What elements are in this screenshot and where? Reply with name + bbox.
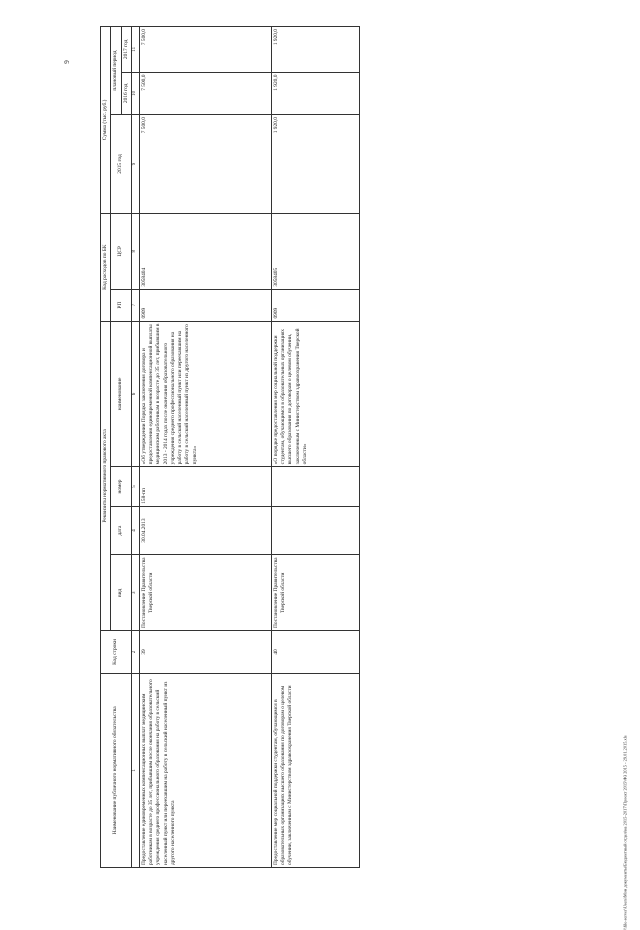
col-number: 10 bbox=[131, 72, 139, 115]
row-sum-2017: 1 920,0 bbox=[271, 27, 359, 73]
col-number: 4 bbox=[131, 506, 139, 555]
header-2015: 2015 год bbox=[111, 115, 132, 214]
row-sum-2017: 7 500,0 bbox=[139, 27, 271, 73]
table-row bbox=[139, 27, 271, 868]
header-plan: плановый период bbox=[111, 27, 121, 115]
header-name: Наименование публичного нормативного обязательства bbox=[101, 673, 132, 867]
row-act-date: 30.04.2013 bbox=[139, 506, 271, 555]
column-numbers-row bbox=[131, 27, 139, 868]
obligations-table-wrapper bbox=[100, 26, 580, 868]
header-code: Код строки bbox=[101, 631, 132, 674]
rotated-page bbox=[100, 26, 580, 868]
header-2017: 2017 год bbox=[121, 27, 131, 73]
col-number: 5 bbox=[131, 467, 139, 506]
row-act-number bbox=[271, 467, 359, 506]
row-act-number: 158-пп bbox=[139, 467, 271, 506]
header-rp: РП bbox=[111, 289, 132, 321]
col-number: 7 bbox=[131, 289, 139, 321]
row-act-title: «Об утверждении Порядка заключения договора и предоставления единовременной компенсационной выплаты медицинским работникам в возрасте до 35 лет, прибывшим в 2013 - 2014 годах после окончания образовательного учреждения среднего профессионального образования на работу в сельский населенный пункт или переехавшим на работу в сельский населенный пункт из другого населенного пункта» bbox=[139, 321, 271, 467]
row-name: Предоставление единовременных компенсационных выплат медицинским работникам в возрасте до 35 лет, прибывшим после окончания образовательного учреждения среднего профессионального образования на работу в сельский населенный пункт или переехавшим на работу в сельский населенный пункт из другого населенного пункта bbox=[139, 673, 271, 867]
footer-file-path: \\file-server\Users\Мои документы\Бюджетный отдел\на 2015-2017\Проект 2015\ФЗ 2015 - 29.01.2015.xls bbox=[622, 735, 628, 930]
header-2016: 2016 год bbox=[121, 72, 131, 115]
col-number: 9 bbox=[131, 115, 139, 214]
row-sum-2015: 1 920,0 bbox=[271, 115, 359, 214]
row-rp: 0909 bbox=[139, 289, 271, 321]
header-row-1 bbox=[101, 27, 111, 868]
row-csr: 3058404 bbox=[139, 213, 271, 289]
col-number: 6 bbox=[131, 321, 139, 467]
header-number: номер bbox=[111, 467, 132, 506]
row-code: 39 bbox=[139, 631, 271, 674]
header-date: дата bbox=[111, 506, 132, 555]
header-type: вид bbox=[111, 555, 132, 631]
row-csr: 3058405 bbox=[271, 213, 359, 289]
header-csr: ЦСР bbox=[111, 213, 132, 289]
header-title: наименование bbox=[111, 321, 132, 467]
header-bk-code: Код расходов по БК bbox=[101, 213, 111, 321]
col-number: 11 bbox=[131, 27, 139, 73]
row-code: 40 bbox=[271, 631, 359, 674]
col-number: 3 bbox=[131, 555, 139, 631]
header-requisites: Реквизиты нормативного правового акта bbox=[101, 321, 111, 631]
row-sum-2015: 7 500,0 bbox=[139, 115, 271, 214]
row-name: Предоставление мер социальной поддержки студентам, обучающимся в образовательных организациях высшего образования по договорам о целевом обучении, заключенным с Министерством здравоохранения Тверской области bbox=[271, 673, 359, 867]
row-act-date bbox=[271, 506, 359, 555]
row-act-type: Постановление Правительства Тверской области bbox=[139, 555, 271, 631]
row-rp: 0909 bbox=[271, 289, 359, 321]
col-number: 1 bbox=[131, 673, 139, 867]
row-sum-2016: 1 920,0 bbox=[271, 72, 359, 115]
row-sum-2016: 7 500,0 bbox=[139, 72, 271, 115]
row-act-title: «О порядке предоставления мер социальной поддержки студентам, обучающимся в образовательных организациях высшего образования по договорам о целевом обучении, заключенным с Министерством здравоохранения Тверской области» bbox=[271, 321, 359, 467]
row-act-type: Постановление Правительства Тверской области bbox=[271, 555, 359, 631]
col-number: 8 bbox=[131, 213, 139, 289]
obligations-table bbox=[100, 26, 360, 868]
header-sum: Сумма (тыс. руб.) bbox=[101, 27, 111, 214]
table-row bbox=[271, 27, 359, 868]
col-number: 2 bbox=[131, 631, 139, 674]
page-number: 6 bbox=[61, 60, 70, 64]
